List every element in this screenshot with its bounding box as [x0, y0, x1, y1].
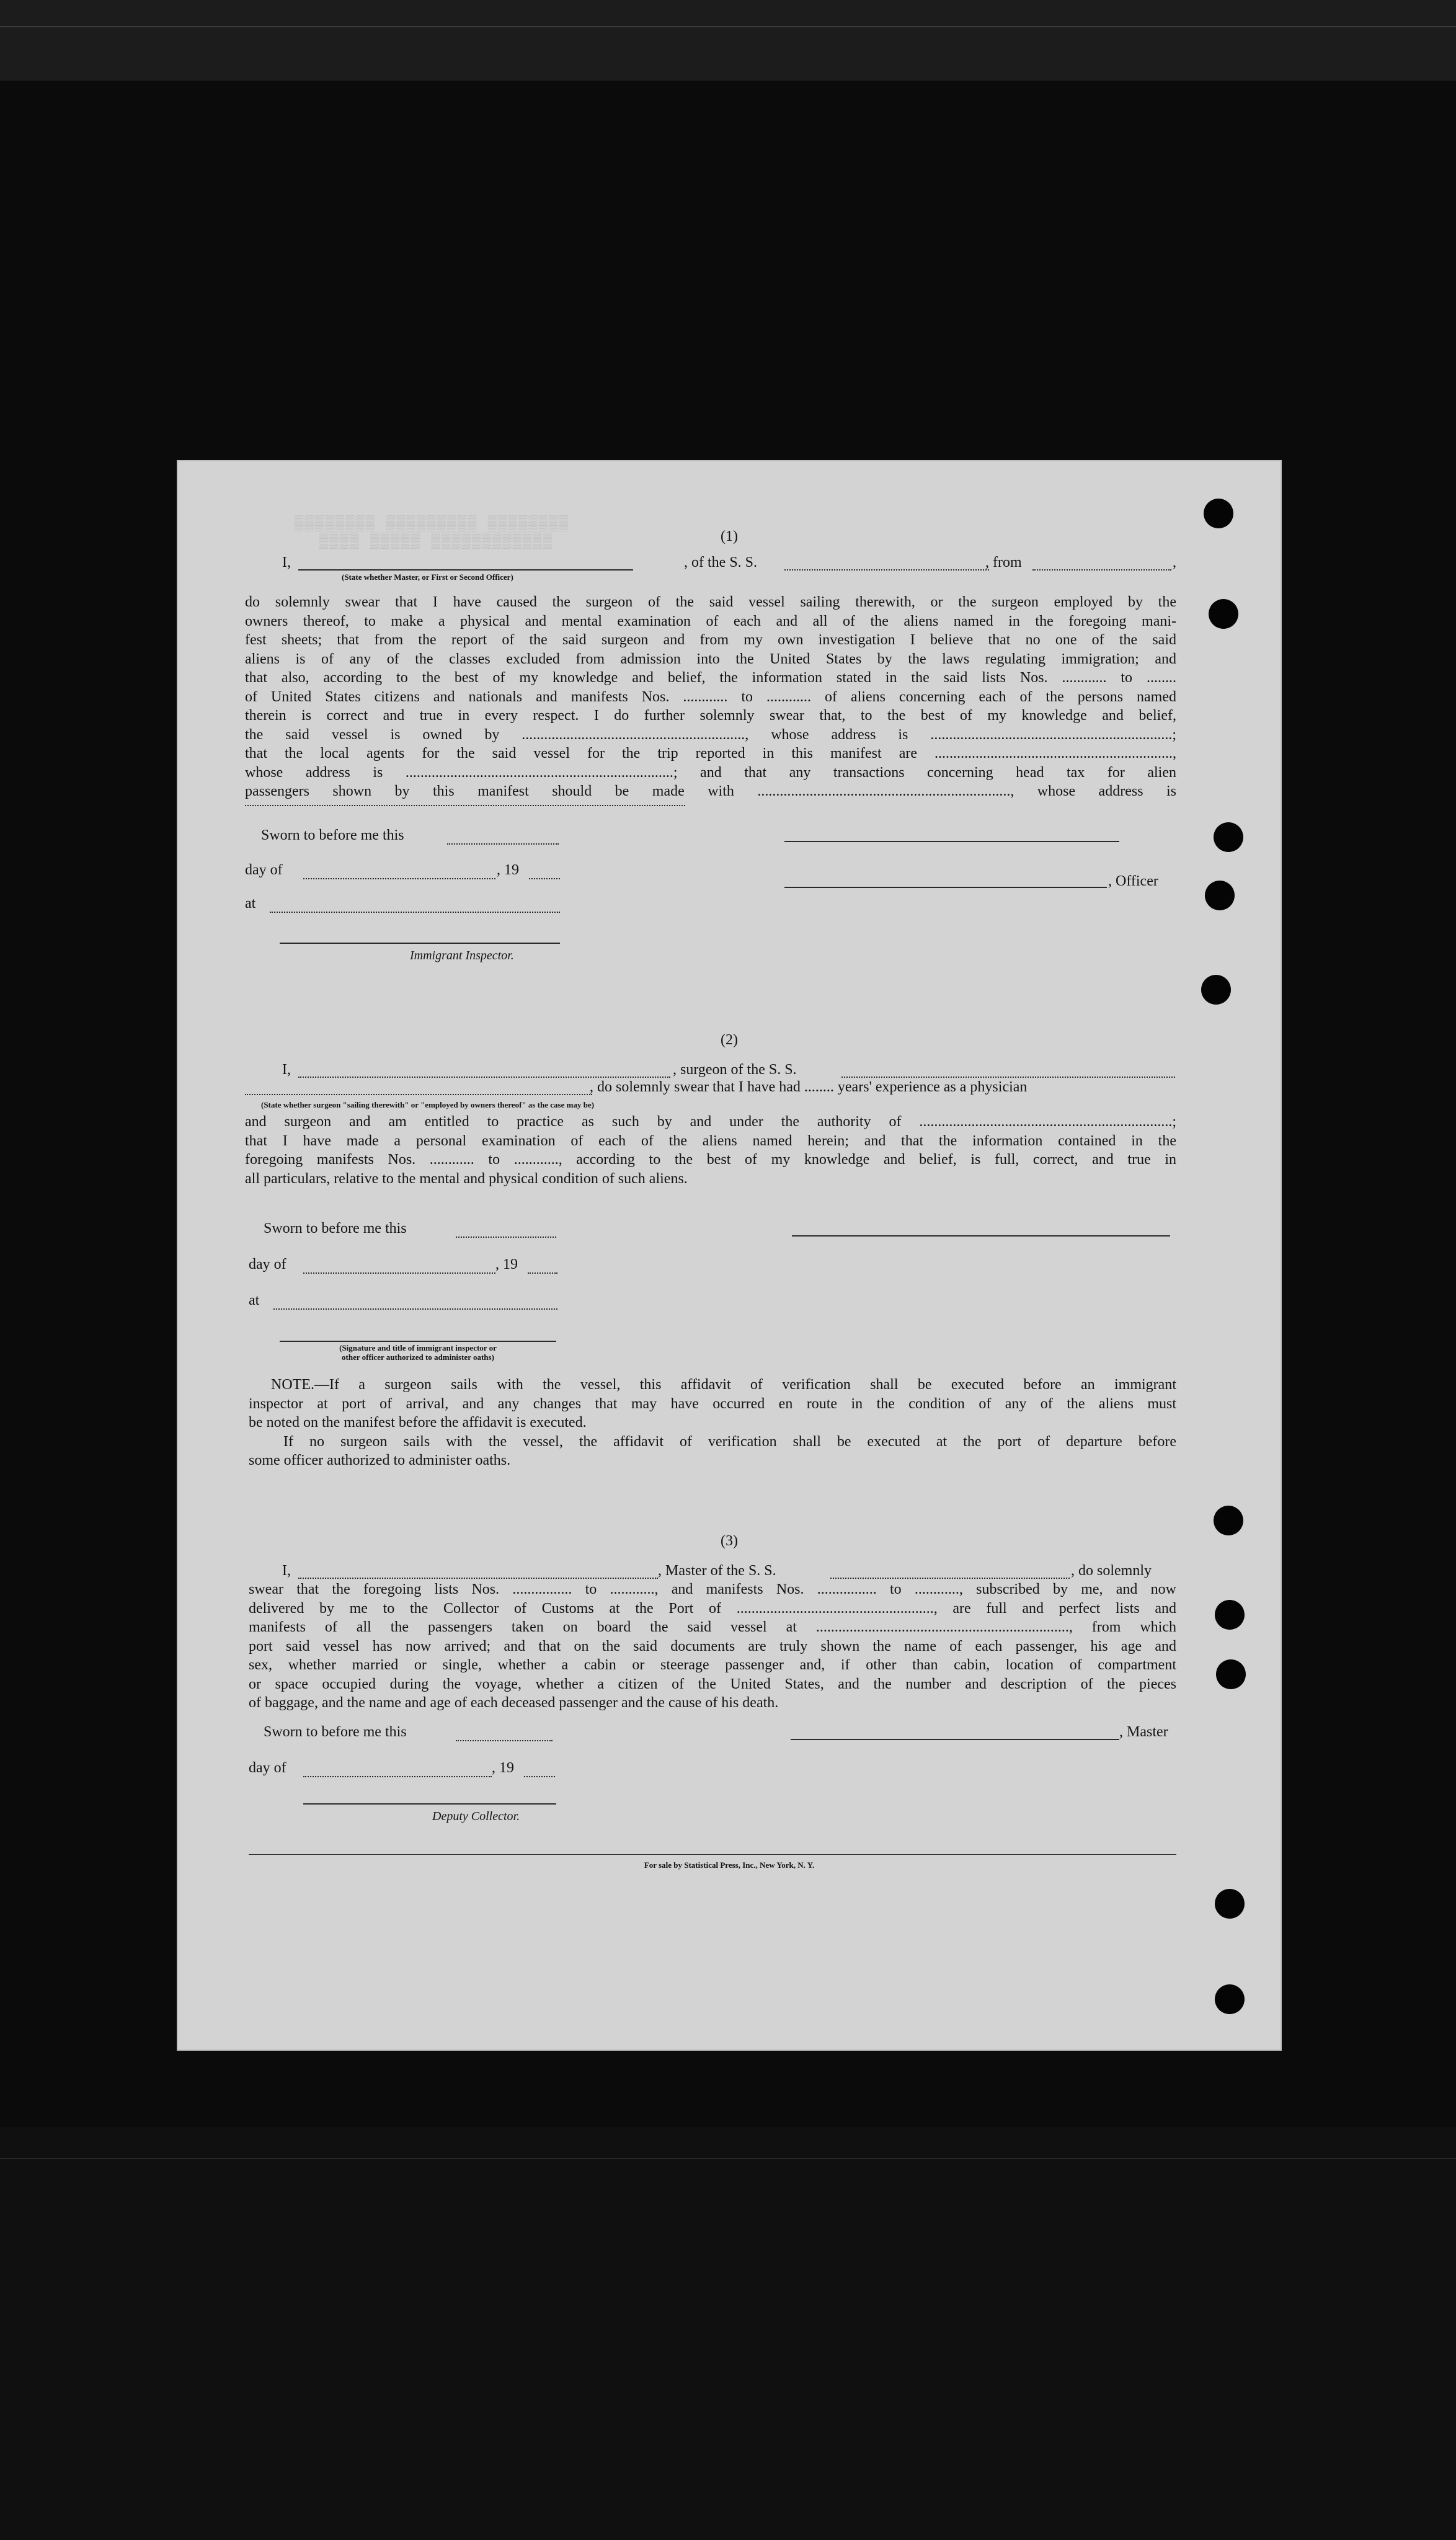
year-label-2: , 19 — [495, 1256, 518, 1272]
oath-line: whose address is ........................................................................; and that any transactions concerning head tax for alien — [245, 764, 1176, 781]
section-3-number: (3) — [721, 1533, 738, 1549]
day-month-line-2 — [303, 1272, 495, 1274]
departure-port-line — [1032, 569, 1171, 571]
punch-hole — [1215, 1600, 1245, 1630]
officer-signature-line-upper — [784, 841, 1119, 842]
surgeon-signature-line — [792, 1235, 1170, 1237]
surgeon-note: (State whether surgeon "sailing therewith" or "employed by owners thereof" as the case may be) — [261, 1100, 595, 1109]
inspector-signature-line-2 — [280, 1341, 556, 1342]
film-frame-top — [0, 0, 1456, 81]
sworn-label-2: Sworn to before me this — [264, 1220, 407, 1237]
oath-line: that I have made a personal examination of each of the aliens named herein; and that the information contained in the — [245, 1132, 1176, 1149]
oath-line: fest sheets; that from the report of the said surgeon and from my own investigation I believe that no one of the said — [245, 632, 1176, 648]
oath-line: the said vessel is owned by ............................................................, whose address is .................................................................; — [245, 726, 1176, 743]
day-month-line-3 — [303, 1776, 492, 1777]
year-label-3: , 19 — [492, 1760, 514, 1776]
inspector-title: Immigrant Inspector. — [410, 949, 514, 962]
oath-line: aliens is of any of the classes excluded from admission into the United States by the laws regulating immigration; and — [245, 651, 1176, 667]
signature-note-2: other officer authorized to administer oaths) — [342, 1352, 494, 1362]
oath-line: foregoing manifests Nos. ............ to ............, according to the best of my knowledge and belief, is full, correct, and true in — [245, 1152, 1176, 1168]
sworn-date-line-3 — [456, 1740, 553, 1741]
oath-line: port said vessel has now arrived; and that on the said documents are truly shown the name of each passenger, his age and — [249, 1638, 1176, 1654]
day-of-label-1: day of — [245, 862, 283, 878]
officer-note: (State whether Master, or First or Second Officer) — [342, 572, 513, 582]
punch-hole — [1216, 1659, 1246, 1689]
surgeon-note-paragraph — [249, 1375, 1176, 1470]
oath-line: delivered by me to the Collector of Customs at the Port of ....................................................., are full and perfect lists and — [249, 1600, 1176, 1617]
oath-line: do solemnly swear that I have caused the surgeon of the said vessel sailing therewith, or the surgeon employed by the — [245, 594, 1176, 610]
oath-line: therein is correct and true in every respect. I do further solemnly swear that, to the best of my knowledge and belief, — [245, 708, 1176, 724]
vessel-name-line — [784, 569, 989, 571]
oath-line: swear that the foregoing lists Nos. ................ to ............, and manifests Nos. ................ to ............, subscribed by me, and now — [249, 1581, 1176, 1597]
day-of-label-2: day of — [249, 1256, 286, 1272]
note-line: be noted on the manifest before the affidavit is executed. — [249, 1414, 587, 1431]
oath-line: sex, whether married or single, whether a cabin or steerage passenger and, if other than cabin, location of compartment — [249, 1657, 1176, 1673]
year-line-3 — [524, 1776, 555, 1777]
oath-line: and surgeon and am entitled to practice as such by and under the authority of ....................................................................; — [245, 1114, 1176, 1130]
punch-hole — [1201, 975, 1231, 1005]
oath-line: owners thereof, to make a physical and mental examination of each and all of the aliens named in the foregoing mani- — [245, 613, 1176, 629]
section-2-number: (2) — [721, 1032, 738, 1048]
at-label-2: at — [249, 1292, 260, 1308]
experience-text: , do solemnly swear that I have had ........ years' experience as a physician — [590, 1079, 1028, 1095]
year-line — [529, 878, 560, 879]
note-line: some officer authorized to administer oaths. — [249, 1452, 511, 1468]
officer-label: , Officer — [1108, 873, 1158, 889]
note-line: inspector at port of arrival, and any changes that may have occurred en route in the condition of any of the aliens must — [249, 1395, 1176, 1412]
oath-line: that also, according to the best of my knowledge and belief, the information stated in the said lists Nos. ............ to ........ — [245, 670, 1176, 686]
oath-line: of United States citizens and nationals and manifests Nos. ............ to ............ of aliens concerning each of the persons named — [245, 688, 1176, 705]
note-line: If no surgeon sails with the vessel, the affidavit of verification shall be executed at the port of departure before — [283, 1433, 1176, 1450]
manifest-page — [177, 460, 1282, 2051]
punch-hole — [1204, 499, 1233, 528]
oath-line: that the local agents for the said vessel for the trip reported in this manifest are ................................................................, — [245, 745, 1176, 762]
signature-note-1: (Signature and title of immigrant inspector or — [339, 1343, 497, 1352]
note-line: NOTE.—If a surgeon sails with the vessel, this affidavit of verification shall be executed before an immigrant — [271, 1377, 1176, 1393]
section-3-i: I, — [282, 1563, 291, 1579]
section-2-oath-text — [245, 1112, 1176, 1188]
solemnly-label: , do solemnly — [1071, 1563, 1152, 1579]
day-of-label-3: day of — [249, 1760, 286, 1776]
punch-hole — [1214, 822, 1243, 852]
sworn-label-1: Sworn to before me this — [261, 827, 404, 843]
film-frame-bottom — [0, 2127, 1456, 2540]
master-signature-line — [791, 1739, 1119, 1740]
officer-signature-line — [784, 887, 1107, 888]
master-label: , Master — [1119, 1724, 1168, 1740]
punch-hole — [1214, 1506, 1243, 1535]
from-label: , from — [985, 554, 1022, 571]
deputy-title: Deputy Collector. — [432, 1810, 520, 1823]
punch-hole — [1209, 599, 1238, 629]
inspector-signature-line — [280, 943, 560, 944]
punch-hole — [1205, 881, 1235, 910]
bleed-through: ▒▒▒▒ ▒▒▒▒▒ ▒▒▒▒▒▒▒▒▒▒▒▒ — [319, 533, 554, 550]
oath-line: manifests of all the passengers taken on board the said vessel at ...................................................................., from which — [249, 1619, 1176, 1635]
surgeon-of-label: , surgeon of the S. S. — [673, 1062, 797, 1078]
bleed-through: ▒▒▒▒▒▒▒▒ ▒▒▒▒▒▒▒▒▒ ▒▒▒▒▒▒▒▒ — [295, 516, 569, 533]
from-comma: , — [1173, 554, 1176, 571]
oath-line: all particulars, relative to the mental and physical condition of such aliens. — [245, 1170, 688, 1187]
section-1-oath-text — [245, 593, 1176, 801]
place-line — [270, 912, 560, 913]
oath-line: of baggage, and the name and age of each deceased passenger and the cause of his death. — [249, 1695, 779, 1711]
officer-name-line — [298, 569, 633, 571]
sworn-date-line — [447, 843, 559, 845]
year-label-1: , 19 — [497, 862, 519, 878]
deputy-signature-line — [303, 1803, 556, 1805]
master-vessel-line — [830, 1578, 1070, 1579]
at-label-1: at — [245, 895, 256, 912]
section-3-oath-text — [249, 1580, 1176, 1713]
sworn-label-3: Sworn to before me this — [264, 1724, 407, 1740]
film-edge-line — [0, 26, 1456, 27]
punch-hole — [1215, 1889, 1245, 1919]
punch-hole — [1215, 1984, 1245, 2014]
oath-line: passengers shown by this manifest should be made with ...................................................................., whose address is — [245, 783, 1176, 799]
master-of-label: , Master of the S. S. — [658, 1563, 776, 1579]
footer-rule — [249, 1854, 1176, 1855]
section-1-number: (1) — [721, 528, 738, 544]
surgeon-note-line — [245, 1094, 592, 1095]
year-line-2 — [528, 1272, 557, 1274]
printer-credit: For sale by Statistical Press, Inc., New York, N. Y. — [644, 1860, 815, 1870]
place-line-2 — [273, 1308, 557, 1310]
day-month-line — [303, 878, 495, 879]
sworn-date-line-2 — [456, 1237, 556, 1238]
film-edge-line — [0, 2158, 1456, 2159]
of-ss-label: , of the S. S. — [684, 554, 758, 571]
section-1-i: I, — [282, 554, 291, 571]
section-2-i: I, — [282, 1062, 291, 1078]
master-name-line — [298, 1578, 658, 1579]
address-continuation-line — [245, 805, 685, 806]
oath-line: or space occupied during the voyage, whether a citizen of the United States, and the number and description of the pieces — [249, 1676, 1176, 1692]
